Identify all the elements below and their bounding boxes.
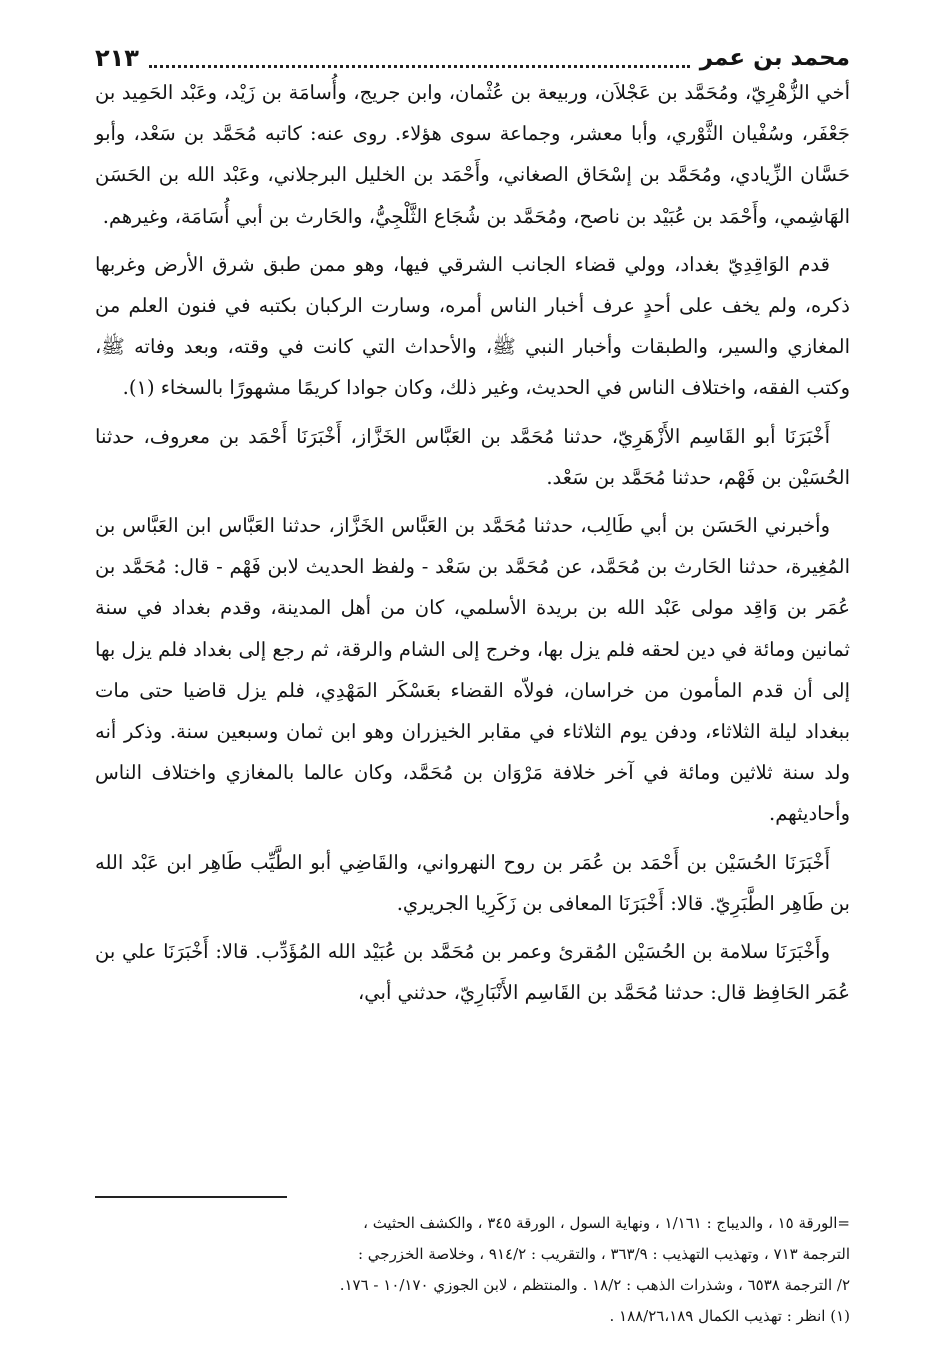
footnote-line: الترجمة ٧١٣ ، وتهذيب التهذيب : ٣٦٣/٩ ، والتقريب : ٩١٤/٢ ، وخلاصة الخزرجي : (357, 1245, 850, 1263)
header-title: محمد بن عمر (699, 45, 850, 71)
footnote-line: (١) انظر : تهذيب الكمال ١٨٨/٢٦،١٨٩ . (609, 1307, 850, 1325)
footnote-separator (95, 1196, 287, 1198)
paragraph-isnad-3: أَخْبَرَنَا الحُسَيْن بن أَحْمَد بن عُمَر بن روح النهرواني، والقَاضِي أبو الطَّيِّب طَاهِر ابن عَبْد الله بن طَاهِر الطَّبَرِيّ. قالا: أَخْبَرَنَا المعافى بن زَكَرِيا الجريري. (95, 850, 850, 915)
paragraph-narrators: أخي الزُّهْرِيّ، ومُحَمَّد بن عَجْلاَن، وربيعة بن عُثْمان، وابن جريج، وأُسامَة بن زَيْد، وعَبْد الحَمِيد بن جَعْفَر، وسُفْيان الثَّوْري، وأبا معشر، وجماعة سوى هؤلاء. روى عنه: كاتبه مُحَمَّد بن سَعْد، وأبو حَسَّان الزِّيادي، ومُحَمَّد بن إسْحَاق الصغاني، وأَحْمَد بن الخليل البرجلاني، وعَبْد الله بن الحَسَن الهَاشِمي، وأَحْمَد بن عُبَيْد بن ناصح، ومُحَمَّد بن شُجَاع الثَّلْجِيُّ، والحَارث بن أبي أُسَامَة، وغيرهم. (95, 81, 850, 228)
running-header (95, 34, 850, 76)
footnote-line: ٢/ الترجمة ٦٥٣٨ ، وشذرات الذهب : ١٨/٢ . والمنتظم ، لابن الجوزي ١٠/١٧٠ - ١٧٦. (339, 1276, 850, 1294)
paragraph-isnad-4: وأَخْبَرَنَا سلامة بن الحُسَيْن المُقرئ وعمر بن مُحَمَّد بن عُبَيْد الله المُؤَدِّب. قالا: أَخْبَرَنَا علي بن عُمَر الحَافِظ قال: حدثنا مُحَمَّد بن القَاسِم الأَنْبَارِيّ، حدثني أبي، (95, 940, 850, 1005)
page-number: ٢١٣ (95, 44, 139, 72)
footnotes (95, 1208, 850, 1332)
paragraph-isnad-1: أَخْبَرَنَا أبو القَاسِم الأَزْهَرِيّ، حدثنا مُحَمَّد بن العَبَّاس الخَزَّاز، أَخْبَرَنَا أَحْمَد بن معروف، حدثنا الحُسَيْن بن فَهْم، حدثنا مُحَمَّد بن سَعْد. (95, 424, 850, 489)
main-text (95, 72, 850, 1020)
header-leader-dots (149, 43, 690, 68)
footnote-line: =الورقة ١٥ ، والديباج : ١/١٦١ ، ونهاية السول ، الورقة ٣٤٥ ، والكشف الحثيث ، (363, 1214, 850, 1232)
paragraph-isnad-2: وأخبرني الحَسَن بن أبي طَالِب، حدثنا مُحَمَّد بن العَبَّاس الخَزَّاز، حدثنا العَبَّاس ابن العَبَّاس بن المُغِيرة، حدثنا الحَارث بن مُحَمَّد، عن مُحَمَّد بن سَعْد - ولفظ الحديث لابن فَهْم - قال: مُحَمَّد بن عُمَر بن وَاقِد مولى عَبْد الله بن بريدة الأسلمي، كان من أهل المدينة، وقدم بغداد في سنة ثمانين ومائة في دين لحقه فلم يزل بها، وخرج إلى الشام والرقة، ثم رجع إلى بغداد فلم يزل بها إلى أن قدم المأمون من خراسان، فولاّه القضاء بعَسْكَر المَهْدِي، فلم يزل قاضيا حتى مات ببغداد ليلة الثلاثاء، ودفن يوم الثلاثاء في مقابر الخيزران وهو ابن ثمان وسبعين سنة. وذكر أنه ولد سنة ثلاثين ومائة في آخر خلافة مَرْوَان بن مُحَمَّد، وكان عالما بالمغازي واختلاف الناس وأحاديثهم. (95, 514, 850, 826)
paragraph-biography: قدم الوَاقِدِيّ بغداد، وولي قضاء الجانب الشرقي فيها، وهو ممن طبق شرق الأرض وغربها ذكره، ولم يخف على أحدٍ عرف أخبار الناس أمره، وسارت الركبان بكتبه في فنون العلم من المغازي والسير، والطبقات وأخبار النبي ﷺ، والأحداث التي كانت في وقته، وبعد وفاته ﷺ، وكتب الفقه، واختلاف الناس في الحديث، وغير ذلك، وكان جوادا كريمًا مشهورًا بالسخاء (١). (95, 252, 850, 400)
